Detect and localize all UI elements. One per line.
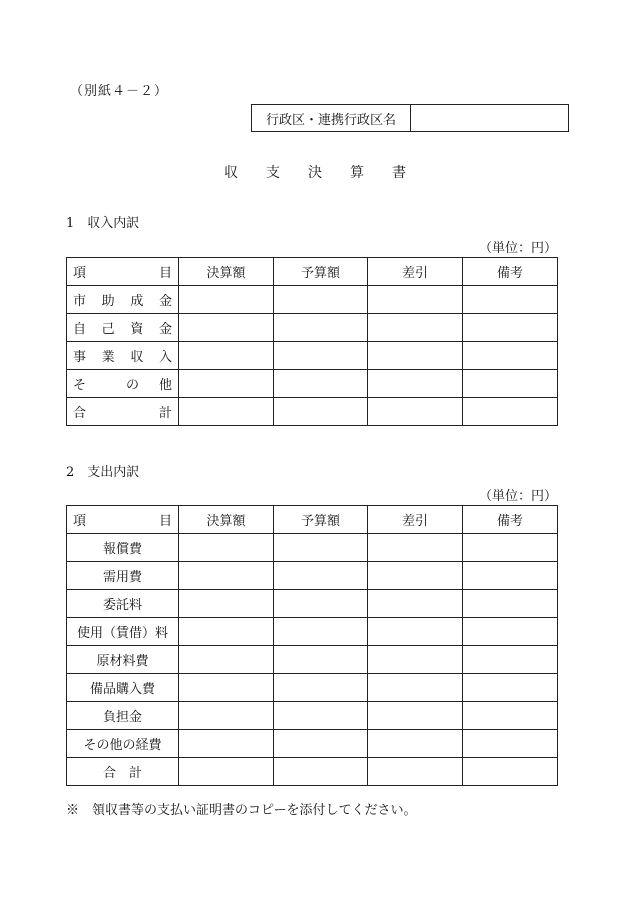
expense-diff-cell[interactable] bbox=[368, 674, 463, 702]
header-diff: 差引 bbox=[368, 506, 463, 534]
income-settled-cell[interactable] bbox=[179, 286, 274, 314]
income-row bbox=[67, 342, 558, 370]
expense-remarks-cell[interactable] bbox=[463, 534, 558, 562]
district-name-box bbox=[251, 104, 569, 132]
expense-row bbox=[67, 758, 558, 786]
income-row bbox=[67, 286, 558, 314]
expense-diff-cell[interactable] bbox=[368, 618, 463, 646]
expense-row bbox=[67, 646, 558, 674]
expense-settled-cell[interactable] bbox=[179, 674, 274, 702]
expense-row bbox=[67, 562, 558, 590]
expense-budget-cell[interactable] bbox=[274, 562, 368, 590]
header-budget: 予算額 bbox=[274, 258, 368, 286]
expense-row bbox=[67, 618, 558, 646]
income-budget-cell[interactable] bbox=[274, 314, 368, 342]
expense-budget-cell[interactable] bbox=[274, 674, 368, 702]
income-table bbox=[66, 257, 558, 426]
expense-settled-cell[interactable] bbox=[179, 730, 274, 758]
income-item-cell bbox=[67, 342, 179, 370]
expense-item-label: 合 計 bbox=[67, 758, 179, 786]
income-item-cell bbox=[67, 286, 179, 314]
header-remarks: 備考 bbox=[463, 258, 558, 286]
income-diff-cell[interactable] bbox=[368, 286, 463, 314]
document-title: 収支決算書 bbox=[224, 165, 434, 181]
income-settled-cell[interactable] bbox=[179, 342, 274, 370]
income-budget-cell[interactable] bbox=[274, 370, 368, 398]
income-budget-cell[interactable] bbox=[274, 398, 368, 426]
income-item-label: 事 業 収 入 bbox=[73, 350, 172, 365]
expense-settled-cell[interactable] bbox=[179, 562, 274, 590]
income-unit-label: （単位：円） bbox=[478, 241, 557, 256]
expense-row bbox=[67, 702, 558, 730]
income-diff-cell[interactable] bbox=[368, 398, 463, 426]
expense-settled-cell[interactable] bbox=[179, 702, 274, 730]
income-header-row bbox=[67, 258, 558, 286]
expense-item-label: その他の経費 bbox=[67, 730, 179, 758]
header-item: 項 目 bbox=[67, 258, 179, 286]
expense-table bbox=[66, 505, 558, 786]
expense-remarks-cell[interactable] bbox=[463, 618, 558, 646]
expense-item-label: 委託料 bbox=[67, 590, 179, 618]
income-row bbox=[67, 398, 558, 426]
income-diff-cell[interactable] bbox=[368, 314, 463, 342]
expense-item-label: 備品購入費 bbox=[67, 674, 179, 702]
expense-item-label: 負担金 bbox=[67, 702, 179, 730]
expense-header-row bbox=[67, 506, 558, 534]
expense-diff-cell[interactable] bbox=[368, 702, 463, 730]
expense-remarks-cell[interactable] bbox=[463, 674, 558, 702]
expense-remarks-cell[interactable] bbox=[463, 758, 558, 786]
header-settled: 決算額 bbox=[179, 506, 274, 534]
expense-item-label: 報償費 bbox=[67, 534, 179, 562]
income-settled-cell[interactable] bbox=[179, 370, 274, 398]
income-item-cell bbox=[67, 398, 179, 426]
income-budget-cell[interactable] bbox=[274, 286, 368, 314]
income-remarks-cell[interactable] bbox=[463, 370, 558, 398]
expense-budget-cell[interactable] bbox=[274, 758, 368, 786]
expense-diff-cell[interactable] bbox=[368, 730, 463, 758]
expense-settled-cell[interactable] bbox=[179, 758, 274, 786]
income-item-label: 合 計 bbox=[73, 406, 172, 421]
header-item: 項 目 bbox=[67, 506, 179, 534]
income-budget-cell[interactable] bbox=[274, 342, 368, 370]
expense-item-label: 需用費 bbox=[67, 562, 179, 590]
income-row bbox=[67, 314, 558, 342]
income-remarks-cell[interactable] bbox=[463, 342, 558, 370]
expense-diff-cell[interactable] bbox=[368, 646, 463, 674]
header-remarks: 備考 bbox=[463, 506, 558, 534]
income-item-cell bbox=[67, 370, 179, 398]
expense-budget-cell[interactable] bbox=[274, 646, 368, 674]
header-settled: 決算額 bbox=[179, 258, 274, 286]
expense-diff-cell[interactable] bbox=[368, 562, 463, 590]
expense-budget-cell[interactable] bbox=[274, 730, 368, 758]
expense-row bbox=[67, 674, 558, 702]
expense-row bbox=[67, 534, 558, 562]
district-name-label: 行政区・連携行政区名 bbox=[252, 105, 411, 131]
footnote: ※ 領収書等の支払い証明書のコピーを添付してください。 bbox=[66, 803, 417, 818]
expense-budget-cell[interactable] bbox=[274, 590, 368, 618]
income-section-title: 1 収入内訳 bbox=[66, 216, 140, 231]
income-item-label: そ の 他 bbox=[73, 378, 172, 393]
income-row bbox=[67, 370, 558, 398]
income-diff-cell[interactable] bbox=[368, 370, 463, 398]
income-item-label: 自 己 資 金 bbox=[73, 322, 172, 337]
expense-remarks-cell[interactable] bbox=[463, 646, 558, 674]
income-settled-cell[interactable] bbox=[179, 314, 274, 342]
expense-budget-cell[interactable] bbox=[274, 618, 368, 646]
expense-settled-cell[interactable] bbox=[179, 618, 274, 646]
income-item-cell bbox=[67, 314, 179, 342]
expense-diff-cell[interactable] bbox=[368, 590, 463, 618]
appendix-reference: （別紙４－２） bbox=[70, 84, 169, 99]
expense-row bbox=[67, 730, 558, 758]
income-item-label: 市 助 成 金 bbox=[73, 294, 172, 309]
expense-diff-cell[interactable] bbox=[368, 758, 463, 786]
expense-remarks-cell[interactable] bbox=[463, 730, 558, 758]
expense-budget-cell[interactable] bbox=[274, 702, 368, 730]
expense-settled-cell[interactable] bbox=[179, 646, 274, 674]
expense-settled-cell[interactable] bbox=[179, 590, 274, 618]
expense-budget-cell[interactable] bbox=[274, 534, 368, 562]
expense-diff-cell[interactable] bbox=[368, 534, 463, 562]
income-settled-cell[interactable] bbox=[179, 398, 274, 426]
expense-unit-label: （単位：円） bbox=[478, 489, 557, 504]
expense-item-label: 原材料費 bbox=[67, 646, 179, 674]
expense-remarks-cell[interactable] bbox=[463, 590, 558, 618]
district-name-field[interactable] bbox=[411, 105, 568, 131]
expense-settled-cell[interactable] bbox=[179, 534, 274, 562]
header-diff: 差引 bbox=[368, 258, 463, 286]
expense-row bbox=[67, 590, 558, 618]
expense-section-title: 2 支出内訳 bbox=[66, 465, 140, 480]
income-remarks-cell[interactable] bbox=[463, 398, 558, 426]
expense-remarks-cell[interactable] bbox=[463, 702, 558, 730]
income-remarks-cell[interactable] bbox=[463, 314, 558, 342]
income-diff-cell[interactable] bbox=[368, 342, 463, 370]
expense-item-label: 使用（賃借）料 bbox=[67, 618, 179, 646]
expense-remarks-cell[interactable] bbox=[463, 562, 558, 590]
header-budget: 予算額 bbox=[274, 506, 368, 534]
income-remarks-cell[interactable] bbox=[463, 286, 558, 314]
